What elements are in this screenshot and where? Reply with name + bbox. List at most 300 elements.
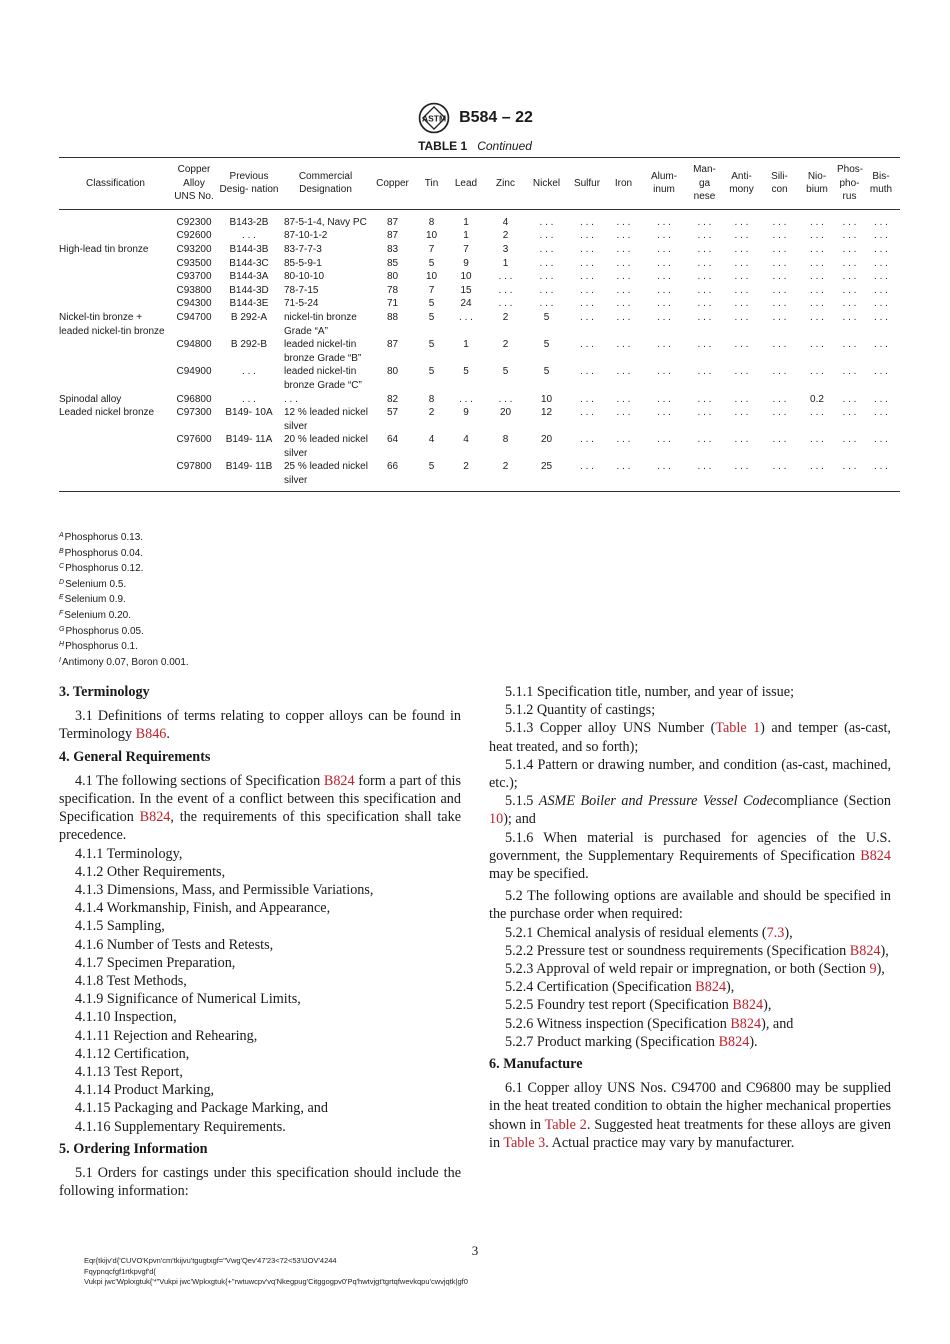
table-header-cell: Phos- pho- rus <box>837 158 862 210</box>
para-5-1-2: 5.1.2 Quantity of castings; <box>505 702 656 719</box>
footnote-text: Phosphorus 0.1. <box>65 641 138 653</box>
footnote <box>59 560 189 576</box>
document-header <box>0 100 950 136</box>
table-cell-si: . . . <box>772 257 787 269</box>
table-cell-pb: 1 <box>463 216 469 228</box>
table-cell-ni: 10 <box>540 393 553 405</box>
table-cell-mn: . . . <box>697 461 712 473</box>
list-item: 4.1.3 Dimensions, Mass, and Permissible Variations, <box>75 882 374 899</box>
table-cell-al: . . . <box>657 216 671 228</box>
table-cell-zn: . . . <box>498 284 513 296</box>
table-cell-s: . . . <box>580 216 594 228</box>
table-cell-pb: 7 <box>463 243 469 255</box>
table-cell-mn: . . . <box>697 393 712 405</box>
table-cell-cu: 87 <box>386 230 399 242</box>
section-6-title: 6. Manufacture <box>489 1056 583 1073</box>
table-cell-uns: C93500 <box>176 257 212 269</box>
table-cell-mn: . . . <box>697 434 712 446</box>
footnote-text: Selenium 0.9. <box>64 594 126 606</box>
table-cell-si: . . . <box>772 434 787 446</box>
page-number: 3 <box>471 1243 479 1258</box>
table-cell-cls <box>59 338 172 365</box>
section-4-list <box>59 845 461 1136</box>
table-cell-pb: 9 <box>463 257 469 269</box>
table-header-cell: Sulfur <box>567 158 607 210</box>
list-item: 4.1.11 Rejection and Rehearing, <box>75 1027 258 1044</box>
table-cell-bi: . . . <box>874 271 888 283</box>
table-cell-p: . . . <box>842 216 857 228</box>
table-cell-nb: . . . <box>810 339 824 351</box>
ref-link[interactable]: B824 <box>730 1015 762 1032</box>
composition-table <box>59 157 900 492</box>
ref-link[interactable]: B824 <box>323 772 355 789</box>
table-cell-bi: . . . <box>874 311 888 323</box>
table-cell-cls <box>59 365 172 392</box>
table-cell-sn: 5 <box>428 298 435 310</box>
list-item: 4.1.15 Packaging and Package Marking, and <box>75 1100 328 1117</box>
table-cell-si: . . . <box>772 311 787 323</box>
table-cell-prev: B149- 11A <box>225 434 273 446</box>
ref-link[interactable]: B824 <box>695 979 727 996</box>
table-cell-p: . . . <box>842 366 857 378</box>
table-cell-bi: . . . <box>874 284 888 296</box>
table-header-cell: Anti- mony <box>721 158 762 210</box>
svg-text:ASTM: ASTM <box>422 113 447 124</box>
table-cell-s: . . . <box>580 434 594 446</box>
table-cell-cls <box>59 270 172 284</box>
table-cell-pb: 15 <box>460 284 472 296</box>
table-cell-p: . . . <box>842 257 857 269</box>
table-cell-p: . . . <box>842 243 857 255</box>
table-cell-cu: 83 <box>386 243 399 255</box>
table-cell-p: . . . <box>842 311 857 323</box>
footnote-text: Phosphorus 0.04. <box>64 547 144 559</box>
table-cell-pb: 10 <box>460 271 472 283</box>
para-5-1-6: 5.1.6 When material is purchased for agencies of the U.S. government, the Supplementary Requirements of Specification B824 may be specified. <box>489 829 891 883</box>
table-cell-mn: . . . <box>697 298 712 310</box>
table-cell-cls: Leaded nickel bronze <box>59 407 155 419</box>
table-row <box>59 311 900 338</box>
table-cell-ni: 5 <box>543 311 550 323</box>
table-cell-ni: 5 <box>543 339 550 351</box>
table-cell-cu: 87 <box>386 339 399 351</box>
table-header-cell: Classification <box>59 158 172 210</box>
table-cell-mn: . . . <box>697 230 712 242</box>
table-cell-zn: 4 <box>502 216 509 228</box>
table-cell-prev: B149- 10A <box>225 407 273 419</box>
table-row <box>59 365 900 392</box>
table-cell-p: . . . <box>842 407 857 419</box>
table-cell-prev: . . . <box>242 230 256 242</box>
table-cell-sb: . . . <box>734 230 749 242</box>
table-cell-al: . . . <box>657 230 671 242</box>
table-cell-ni: 20 <box>540 434 553 446</box>
table-cell-s: . . . <box>580 339 594 351</box>
table-cell-sn: 5 <box>428 339 435 351</box>
table-row <box>59 243 900 257</box>
list-item: 4.1.4 Workmanship, Finish, and Appearance, <box>75 900 331 917</box>
table-cell-fe: . . . <box>616 230 631 242</box>
table-cell-bi: . . . <box>874 216 888 228</box>
table-row <box>59 460 900 491</box>
left-column <box>59 683 461 1200</box>
table-cell-cu: 71 <box>386 298 399 310</box>
table-cell-pb: 2 <box>463 461 469 473</box>
table-cell-si: . . . <box>772 243 787 255</box>
table-cell-fe: . . . <box>616 284 631 296</box>
table-cell-sb: . . . <box>734 257 749 269</box>
table-cell-si: . . . <box>772 461 787 473</box>
table-cell-sb: . . . <box>734 434 749 446</box>
table-cell-cu: 80 <box>386 366 399 378</box>
table-cell-prev: B 292-B <box>230 339 268 351</box>
table-header-cell: Bis- muth <box>862 158 900 210</box>
para-5-2-3: 5.2.3 Approval of weld repair or impregnation, or both (Section 9), <box>505 961 885 978</box>
footnote <box>59 638 189 654</box>
table-cell-si: . . . <box>772 393 787 405</box>
list-item: 4.1.6 Number of Tests and Retests, <box>75 936 274 953</box>
ref-link[interactable]: B846 <box>135 726 167 743</box>
table-cell-ni: . . . <box>539 298 554 310</box>
table-cell-bi: . . . <box>874 434 888 446</box>
table-header-cell: Zinc <box>485 158 526 210</box>
table-cell-bi: . . . <box>874 257 888 269</box>
footnote-text: Phosphorus 0.13. <box>64 532 144 543</box>
para-5-2-5: 5.2.5 Foundry test report (Specification B824), <box>505 997 772 1014</box>
para-6-1: 6.1 Copper alloy UNS Nos. C94700 and C96800 may be supplied in the heat treated condition to obtain the higher mechanical properties shown in Table 2. Suggested heat treatments for these alloys are given in Table 3. Actual practice may vary by manufacturer. <box>489 1080 892 1151</box>
table-cell-cls <box>59 297 172 311</box>
table-row <box>59 338 900 365</box>
table-header-cell: Iron <box>607 158 640 210</box>
table-cell-s: . . . <box>580 284 594 296</box>
table-cell-zn: 5 <box>502 366 509 378</box>
table-cell-al: . . . <box>657 298 671 310</box>
table-cell-al: . . . <box>657 393 671 405</box>
table-cell-p: . . . <box>842 230 857 242</box>
table-row <box>59 406 900 433</box>
table-cell-comm: 71-5-24 <box>284 298 319 310</box>
table-cell-uns: C93200 <box>176 243 212 255</box>
table-cell-zn: 1 <box>502 257 509 269</box>
list-item: 4.1.13 Test Report, <box>75 1064 183 1081</box>
list-item: 4.1.2 Other Requirements, <box>75 863 226 880</box>
list-item: 4.1.9 Significance of Numerical Limits, <box>75 991 301 1008</box>
table-cell-fe: . . . <box>616 216 631 228</box>
table-cell-p: . . . <box>842 393 857 405</box>
table-header-cell: Nickel <box>526 158 567 210</box>
table-cell-pb: . . . <box>459 393 473 405</box>
footnote <box>59 576 189 592</box>
table-header-cell: Previous Desig- nation <box>216 158 282 210</box>
table-cell-cu: 85 <box>386 257 399 269</box>
footnote-mark: H <box>59 641 65 649</box>
table-cell-zn: 2 <box>502 461 509 473</box>
table-cell-comm: 25 % leaded nickel silver <box>284 461 368 487</box>
table-cell-nb: . . . <box>810 257 824 269</box>
table-cell-bi: . . . <box>874 407 888 419</box>
table-cell-sn: 10 <box>425 271 438 283</box>
table-cell-fe: . . . <box>616 393 631 405</box>
ref-link[interactable]: Table 1 <box>715 720 761 737</box>
table-cell-fe: . . . <box>616 243 631 255</box>
table-cell-sn: 10 <box>425 230 438 242</box>
para-5-2: 5.2 The following options are available and should be specified in the purchase order when required: <box>489 888 891 923</box>
table-row <box>59 257 900 271</box>
table-header-cell: Copper Alloy UNS No. <box>172 158 216 210</box>
table-cell-cls <box>59 209 172 229</box>
section-4-title: 4. General Requirements <box>59 748 211 765</box>
table-cell-al: . . . <box>657 311 671 323</box>
table-header-cell: Man- ga nese <box>688 158 721 210</box>
list-item: 4.1.8 Test Methods, <box>75 973 187 990</box>
table-cell-prev: B149- 11B <box>225 461 273 473</box>
table-cell-uns: C93700 <box>176 271 212 283</box>
table-cell-si: . . . <box>772 298 787 310</box>
table-cell-cls <box>59 433 172 460</box>
table-cell-nb: . . . <box>810 216 824 228</box>
table-cell-zn: 2 <box>502 311 509 323</box>
table-cell-mn: . . . <box>697 216 712 228</box>
table-cell-comm: leaded nickel-tin bronze Grade “C” <box>284 366 362 391</box>
table-continued: Continued <box>477 139 532 153</box>
footnote-text: Phosphorus 0.12. <box>65 563 144 575</box>
table-cell-uns: C96800 <box>176 393 212 405</box>
table-cell-sn: 8 <box>428 216 435 228</box>
footnote <box>59 623 189 639</box>
table-cell-s: . . . <box>580 243 594 255</box>
footnote <box>59 654 189 670</box>
table-cell-cu: 78 <box>386 284 399 296</box>
table-cell-si: . . . <box>772 339 787 351</box>
table-row <box>59 297 900 311</box>
table-cell-mn: . . . <box>697 243 712 255</box>
table-cell-cls: High-lead tin bronze <box>59 243 149 255</box>
table-cell-ni: 5 <box>543 366 550 378</box>
table-cell-cu: 57 <box>386 407 399 419</box>
table-header-cell: Alum- inum <box>640 158 688 210</box>
table-cell-sb: . . . <box>734 461 749 473</box>
list-item: 4.1.16 Supplementary Requirements. <box>75 1118 286 1135</box>
footnote-text: Selenium 0.20. <box>64 609 131 621</box>
list-item: 4.1.5 Sampling, <box>75 918 165 935</box>
table-cell-p: . . . <box>842 284 857 296</box>
table-cell-sb: . . . <box>734 339 749 351</box>
table-cell-comm: 87-10-1-2 <box>284 230 328 242</box>
table-title <box>0 139 950 153</box>
table-cell-bi: . . . <box>874 393 888 405</box>
table-cell-comm: 87-5-1-4, Navy PC <box>284 216 367 228</box>
ref-link[interactable]: B824 <box>732 997 764 1014</box>
table-cell-s: . . . <box>580 461 594 473</box>
ref-link[interactable]: 10 <box>489 811 504 828</box>
table-cell-sn: 5 <box>428 311 435 323</box>
table-cell-cu: 66 <box>386 461 399 473</box>
footnote-mark: B <box>59 547 64 555</box>
ref-link[interactable]: B824 <box>860 847 891 864</box>
footnote-text: Phosphorus 0.05. <box>65 625 144 637</box>
table-row <box>59 229 900 243</box>
table-cell-mn: . . . <box>697 407 712 419</box>
table-cell-si: . . . <box>772 284 787 296</box>
table-cell-bi: . . . <box>874 339 888 351</box>
table-cell-sb: . . . <box>734 298 749 310</box>
list-item: 4.1.1 Terminology, <box>75 845 183 862</box>
table-cell-pb: 5 <box>463 366 469 378</box>
table-cell-comm: 83-7-7-3 <box>284 243 322 255</box>
table-cell-ni: . . . <box>539 243 554 255</box>
footnote <box>59 529 189 545</box>
table-cell-ni: 25 <box>540 461 553 473</box>
footer-line: Eqr{tkijv'd{'CUVO'Kpvn'cm'tkijvu'tgugtxgf="Vwg'Qev'47'23<72<53'ĲOV'4244 <box>84 1256 337 1265</box>
footer-line: Vukpi jwc'Wpkxgtuk{'*"Vukpi jwc'Wpkxgtuk{+"rwtuwcpv'vq'Nkegpug'Citggogpv0'Pq'hwtvjgt'tgrtqfwevkqpu'cwvjqtk|gf0 <box>84 1277 468 1287</box>
table-cell-comm: 20 % leaded nickel silver <box>284 434 368 459</box>
table-cell-zn: 3 <box>502 243 509 255</box>
table-cell-cls <box>59 460 172 491</box>
table-row <box>59 433 900 460</box>
ref-link[interactable]: Table 2 <box>544 1116 587 1133</box>
para-5-1-4: 5.1.4 Pattern or drawing number, and condition (as-cast, machined, etc.); <box>489 756 891 792</box>
ref-link[interactable]: B824 <box>139 809 171 826</box>
table-cell-p: . . . <box>842 461 857 473</box>
table-cell-cu: 82 <box>386 393 399 405</box>
table-cell-si: . . . <box>772 230 787 242</box>
table-cell-fe: . . . <box>616 339 631 351</box>
astm-logo-icon <box>417 101 451 135</box>
table-cell-sb: . . . <box>734 393 749 405</box>
table-cell-s: . . . <box>580 271 594 283</box>
table-cell-si: . . . <box>772 407 787 419</box>
table-header-cell: Lead <box>447 158 485 210</box>
table-cell-nb: . . . <box>810 366 824 378</box>
table-cell-ni: . . . <box>539 230 554 242</box>
table-cell-s: . . . <box>580 407 594 419</box>
ref-link[interactable]: Table 3 <box>503 1134 546 1151</box>
table-cell-uns: C97300 <box>176 407 212 419</box>
table-cell-bi: . . . <box>874 298 888 310</box>
table-cell-pb: 9 <box>463 407 469 419</box>
table-header-row <box>59 158 900 210</box>
footnote <box>59 545 189 561</box>
table-cell-comm: 12 % leaded nickel silver <box>284 407 368 432</box>
table-cell-pb: . . . <box>459 311 473 323</box>
para-4-1: 4.1 The following sections of Specification B824 form a part of this specification. In the event of a conflict between this specification and Specification B824, the requirements of this specification shall take precedence. <box>59 772 461 844</box>
table-row <box>59 209 900 229</box>
table-cell-sn: 4 <box>428 434 435 446</box>
table-cell-al: . . . <box>657 366 671 378</box>
table-cell-sb: . . . <box>734 216 749 228</box>
table-cell-si: . . . <box>772 216 787 228</box>
table-cell-zn: . . . <box>498 298 513 310</box>
footnote-text: Selenium 0.5. <box>65 578 127 590</box>
table-cell-prev: B144-3E <box>229 298 269 310</box>
table-cell-ni: . . . <box>539 257 554 269</box>
table-cell-nb: . . . <box>810 230 824 242</box>
table-cell-fe: . . . <box>616 257 631 269</box>
table-header-cell: Commercial Designation <box>282 158 369 210</box>
footer-line: Fqypnqcfgf1rtkpvgf'd{ <box>84 1266 156 1276</box>
table-cell-prev: B144-3C <box>229 257 269 269</box>
table-cell-p: . . . <box>842 434 857 446</box>
table-cell-prev: B144-3D <box>229 284 269 296</box>
table-cell-s: . . . <box>580 257 594 269</box>
table-cell-uns: C93800 <box>176 284 212 296</box>
table-cell-s: . . . <box>580 366 594 378</box>
table-cell-zn: . . . <box>498 271 513 283</box>
table-body <box>59 209 900 491</box>
table-cell-prev: B144-3A <box>229 271 269 283</box>
table-cell-zn: . . . <box>498 393 513 405</box>
list-item: 4.1.12 Certification, <box>75 1045 190 1062</box>
table-cell-uns: C97800 <box>176 461 212 473</box>
table-cell-al: . . . <box>657 257 671 269</box>
table-cell-pb: 1 <box>463 339 469 351</box>
table-cell-cu: 87 <box>386 216 399 228</box>
table-cell-zn: 20 <box>499 407 512 419</box>
ref-link[interactable]: B824 <box>718 1033 750 1050</box>
ref-link[interactable]: 9 <box>869 961 877 978</box>
table-cell-mn: . . . <box>697 311 712 323</box>
footnote-mark: E <box>59 594 64 602</box>
table-cell-uns: C94700 <box>176 311 212 323</box>
table-cell-cu: 88 <box>386 311 399 323</box>
table-cell-uns: C92300 <box>176 216 212 228</box>
footnote <box>59 607 189 623</box>
table-cell-nb: 0.2 <box>810 393 824 405</box>
table-cell-uns: C92600 <box>176 230 212 242</box>
table-cell-uns: C94900 <box>176 366 212 378</box>
table-cell-sn: 5 <box>428 461 435 473</box>
table-cell-al: . . . <box>657 434 671 446</box>
table-cell-fe: . . . <box>616 434 631 446</box>
table-cell-s: . . . <box>580 298 594 310</box>
section-3-title: 3. Terminology <box>59 684 150 700</box>
table-cell-sn: 2 <box>428 407 435 419</box>
table-cell-fe: . . . <box>616 311 631 323</box>
list-item: 4.1.14 Product Marking, <box>75 1082 215 1099</box>
table-cell-nb: . . . <box>810 271 824 283</box>
ref-link[interactable]: B824 <box>849 942 881 959</box>
table-cell-uns: C94300 <box>176 298 212 310</box>
table-cell-zn: 2 <box>502 230 509 242</box>
right-column <box>489 683 891 1152</box>
table-cell-al: . . . <box>657 243 671 255</box>
table-cell-pb: 4 <box>463 434 469 446</box>
table-cell-cls <box>59 257 172 271</box>
table-cell-prev: B143-2B <box>229 216 269 228</box>
table-cell-nb: . . . <box>810 461 824 473</box>
table-cell-al: . . . <box>657 284 671 296</box>
table-cell-sb: . . . <box>734 366 749 378</box>
table-cell-mn: . . . <box>697 284 712 296</box>
table-cell-bi: . . . <box>874 366 888 378</box>
table-cell-mn: . . . <box>697 366 712 378</box>
table-cell-nb: . . . <box>810 284 824 296</box>
table-cell-pb: 24 <box>460 298 472 310</box>
ref-link[interactable]: 7.3 <box>766 924 785 941</box>
table-row <box>59 284 900 298</box>
table-cell-fe: . . . <box>616 271 631 283</box>
table-cell-sb: . . . <box>734 243 749 255</box>
table-cell-pb: 1 <box>463 230 469 242</box>
para-5-2-7: 5.2.7 Product marking (Specification B824). <box>505 1033 758 1050</box>
table-cell-mn: . . . <box>697 339 712 351</box>
table-cell-prev: . . . <box>242 393 256 405</box>
table-cell-p: . . . <box>842 339 857 351</box>
footnote-mark: I <box>59 656 61 664</box>
para-5-1: 5.1 Orders for castings under this specification should include the following information: <box>59 1165 461 1200</box>
table-cell-cu: 64 <box>386 434 399 446</box>
table-header-cell: Sili- con <box>762 158 797 210</box>
